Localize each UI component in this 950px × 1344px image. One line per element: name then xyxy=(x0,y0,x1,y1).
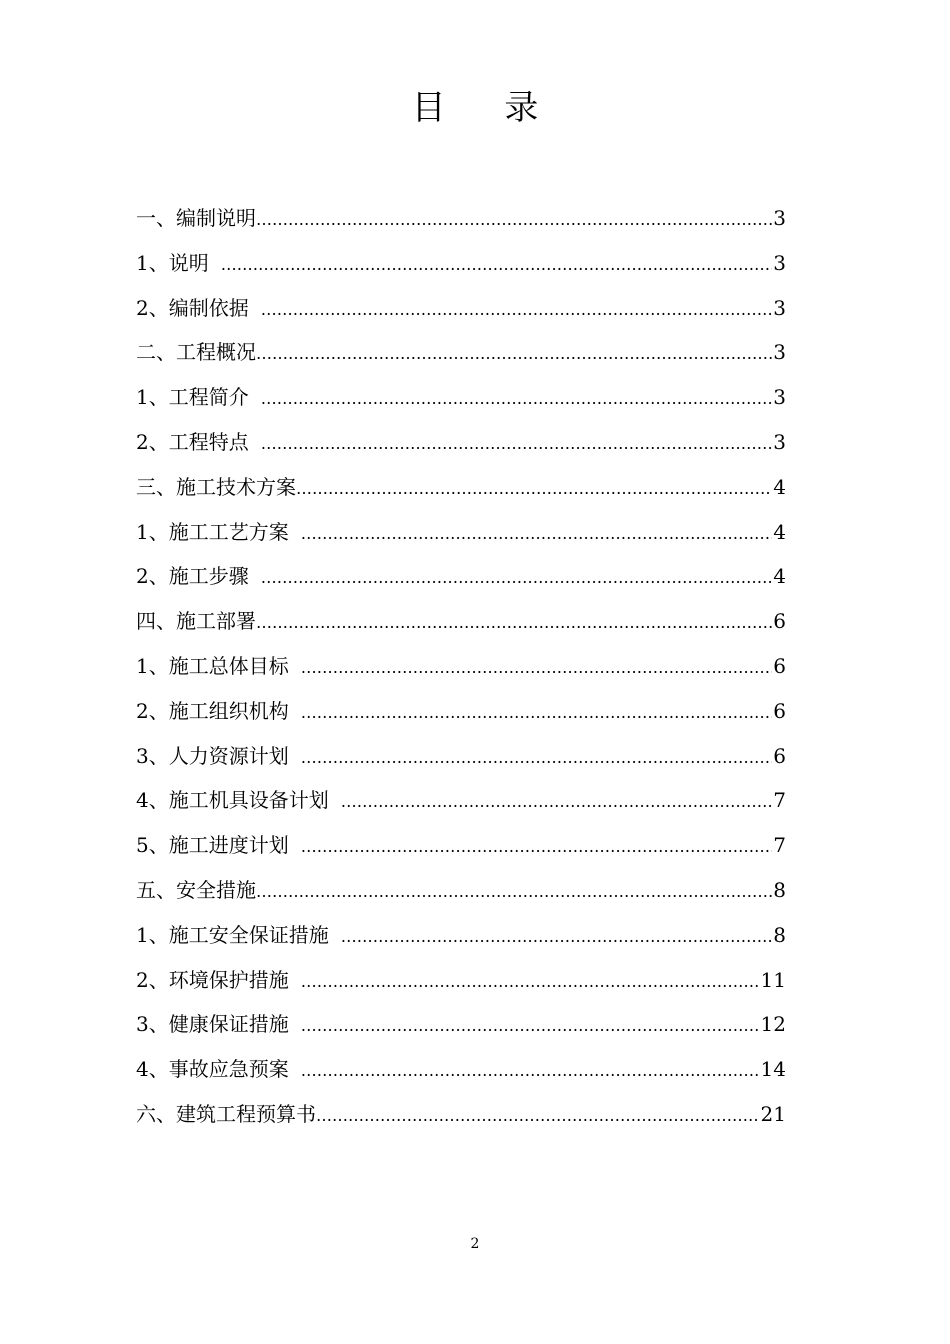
toc-entry-label: 3、人力资源计划 xyxy=(136,743,289,768)
toc-entry-label: 3、健康保证措施 xyxy=(136,1012,289,1037)
toc-entry[interactable] xyxy=(136,510,786,555)
toc-entry-label: 1、工程简介 xyxy=(136,385,249,410)
toc-entry[interactable] xyxy=(136,823,786,868)
toc-dot-leader xyxy=(301,646,773,691)
toc-entry-label: 4、施工机具设备计划 xyxy=(136,788,329,813)
toc-entry-label: 5、施工进度计划 xyxy=(136,833,289,858)
toc-entry-page: 3 xyxy=(773,429,786,454)
toc-entry-page: 6 xyxy=(773,653,786,678)
toc-dot-leader xyxy=(301,1004,760,1049)
toc-entry-label: 1、施工总体目标 xyxy=(136,653,289,678)
toc-dot-leader xyxy=(261,377,773,422)
toc-entry-label: 六、建筑工程预算书 xyxy=(136,1101,316,1126)
toc-entry-page: 6 xyxy=(773,743,786,768)
toc-entry-label: 三、施工技术方案 xyxy=(136,474,296,499)
toc-dot-leader xyxy=(256,198,772,243)
toc-entry[interactable] xyxy=(136,554,786,599)
toc-entry-label: 2、工程特点 xyxy=(136,429,249,454)
toc-entry-page: 3 xyxy=(773,385,786,410)
toc-entry-label: 2、环境保护措施 xyxy=(136,967,289,992)
toc-entry-page: 11 xyxy=(760,967,786,992)
toc-entry[interactable] xyxy=(136,330,786,375)
toc-entry[interactable] xyxy=(136,913,786,958)
toc-entry-page: 21 xyxy=(760,1101,786,1126)
toc-entry-page: 8 xyxy=(773,922,786,947)
toc-entry-label: 1、施工安全保证措施 xyxy=(136,922,329,947)
table-of-contents xyxy=(136,196,786,1137)
toc-entry[interactable] xyxy=(136,689,786,734)
toc-entry-label: 4、事故应急预案 xyxy=(136,1057,289,1082)
toc-entry[interactable] xyxy=(136,644,786,689)
toc-entry-page: 3 xyxy=(773,340,786,365)
toc-entry-page: 6 xyxy=(773,609,786,634)
toc-entry-label: 2、施工组织机构 xyxy=(136,698,289,723)
toc-entry-page: 4 xyxy=(773,474,786,499)
toc-entry-page: 3 xyxy=(773,206,786,230)
toc-dot-leader xyxy=(301,1049,760,1094)
toc-dot-leader xyxy=(301,960,760,1005)
toc-entry-page: 7 xyxy=(773,833,786,858)
toc-dot-leader xyxy=(301,736,773,781)
toc-entry-page: 14 xyxy=(760,1057,786,1082)
toc-entry[interactable] xyxy=(136,420,786,465)
toc-dot-leader xyxy=(261,422,773,467)
toc-entry[interactable] xyxy=(136,375,786,420)
toc-dot-leader xyxy=(316,1094,760,1139)
toc-dot-leader xyxy=(256,870,772,915)
toc-entry-label: 五、安全措施 xyxy=(136,877,256,902)
toc-entry-label: 2、编制依据 xyxy=(136,295,249,320)
toc-entry[interactable] xyxy=(136,196,786,241)
toc-dot-leader xyxy=(221,243,773,288)
toc-entry-page: 8 xyxy=(773,877,786,902)
toc-entry[interactable] xyxy=(136,868,786,913)
toc-entry[interactable] xyxy=(136,778,786,823)
toc-entry-label: 四、施工部署 xyxy=(136,609,256,634)
toc-entry-page: 4 xyxy=(773,564,786,589)
toc-entry[interactable] xyxy=(136,286,786,331)
toc-entry-label: 1、说明 xyxy=(136,250,209,275)
toc-entry-label: 一、编制说明 xyxy=(136,206,256,230)
toc-entry-page: 3 xyxy=(773,250,786,275)
toc-entry-page: 3 xyxy=(773,295,786,320)
toc-entry-page: 7 xyxy=(773,788,786,813)
page-number: 2 xyxy=(470,1236,480,1252)
toc-dot-leader xyxy=(261,288,773,333)
toc-entry-page: 12 xyxy=(760,1012,786,1037)
toc-entry[interactable] xyxy=(136,465,786,510)
toc-entry[interactable] xyxy=(136,599,786,644)
toc-entry[interactable] xyxy=(136,958,786,1003)
toc-dot-leader xyxy=(301,512,773,557)
page-title: 目 录 xyxy=(411,88,563,128)
toc-dot-leader xyxy=(256,332,772,377)
toc-dot-leader xyxy=(296,467,772,512)
toc-entry-label: 1、施工工艺方案 xyxy=(136,519,289,544)
toc-dot-leader xyxy=(261,556,773,601)
toc-entry-page: 6 xyxy=(773,698,786,723)
toc-entry-label: 2、施工步骤 xyxy=(136,564,249,589)
toc-dot-leader xyxy=(341,915,773,960)
toc-entry[interactable] xyxy=(136,1002,786,1047)
toc-dot-leader xyxy=(301,825,773,870)
toc-dot-leader xyxy=(341,780,773,825)
toc-entry[interactable] xyxy=(136,1047,786,1092)
toc-entry[interactable] xyxy=(136,1092,786,1137)
toc-dot-leader xyxy=(256,601,772,646)
toc-entry-label: 二、工程概况 xyxy=(136,340,256,365)
toc-entry[interactable] xyxy=(136,241,786,286)
toc-entry[interactable] xyxy=(136,734,786,779)
toc-entry-page: 4 xyxy=(773,519,786,544)
toc-dot-leader xyxy=(301,691,773,736)
